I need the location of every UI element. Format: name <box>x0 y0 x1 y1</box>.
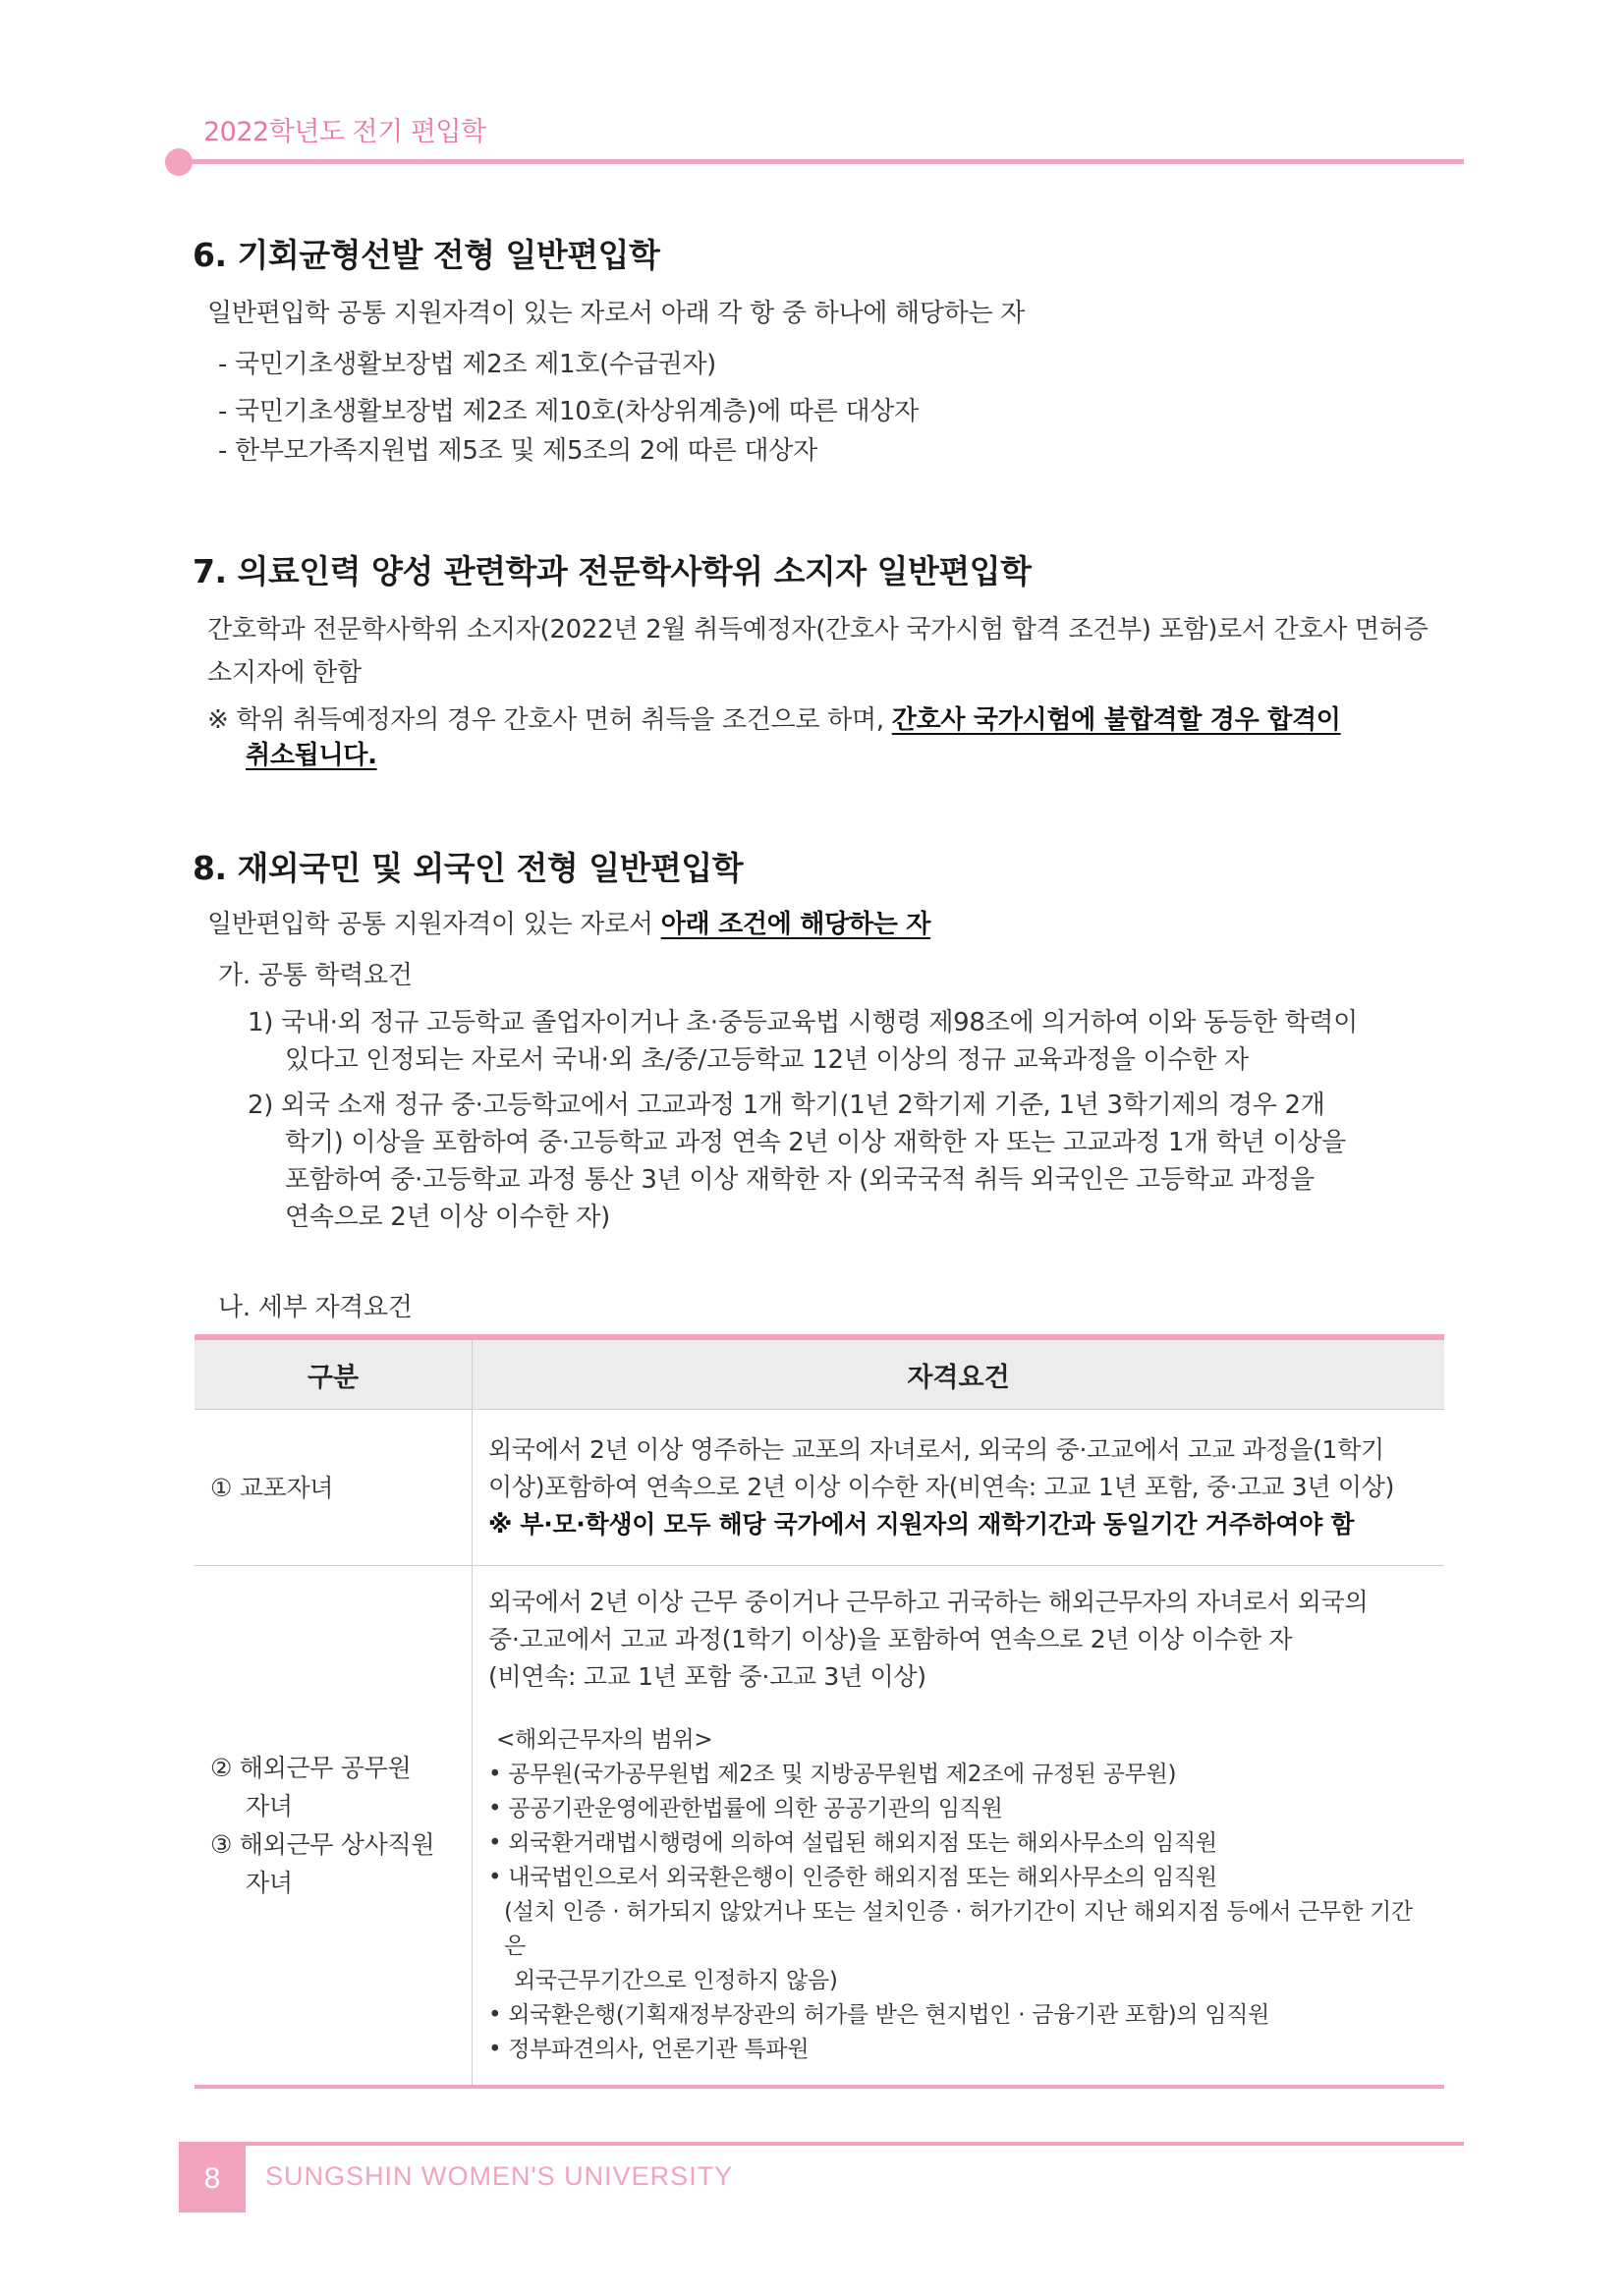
requirement-text: 이상)포함하여 연속으로 2년 이상 이수한 자(비연속: 고교 1년 포함, 중·고교 3년 이상) <box>488 1473 1395 1501</box>
range-title: <해외근무자의 범위> <box>496 1727 713 1753</box>
header-divider <box>179 159 1464 164</box>
row-requirement <box>473 1566 1445 2088</box>
header-title: 2022학년도 전기 편입학 <box>203 117 486 147</box>
range-bullet: • 내국법인으로서 외국환은행이 인증한 해외지점 또는 해외사무소의 임직원 <box>488 1865 1217 1890</box>
requirement-line: 연속으로 2년 이상 이수한 자) <box>285 1203 610 1232</box>
range-bullet: • 외국환거래법시행령에 의하여 설립된 해외지점 또는 해외사무소의 임직원 <box>488 1830 1217 1856</box>
section-7-note <box>207 700 1341 736</box>
spacer <box>488 1696 1432 1723</box>
header-bullet-dot <box>165 148 193 176</box>
requirement-note: ※ 부·모·학생이 모두 해당 국가에서 지원자의 재학기간과 동일기간 거주하여야 함 <box>488 1510 1355 1539</box>
section-6-item: - 한부모가족지원법 제5조 및 제5조의 2에 따른 대상자 <box>218 436 817 466</box>
range-bullet-note: (설치 인증 · 허가되지 않았거나 또는 설치인증 · 허가기간이 지난 해외지점 등에서 근무한 기간은 <box>504 1899 1413 1959</box>
footer-university: SUNGSHIN WOMEN'S UNIVERSITY <box>265 2161 734 2191</box>
row-label-line: ③ 해외근무 상사직원 <box>210 1830 435 1859</box>
table-row <box>195 1410 1444 1566</box>
range-bullet: • 외국환은행(기획재정부장관의 허가를 받은 현지법인 · 금융기관 포함)의 임직원 <box>488 2002 1270 2028</box>
section-6-item: - 국민기초생활보장법 제2조 제1호(수급권자) <box>218 350 717 379</box>
row-label-line: ② 해외근무 공무원 <box>210 1754 412 1782</box>
subsection-na: 나. 세부 자격요건 <box>218 1293 413 1322</box>
section-6-item: - 국민기초생활보장법 제2조 제10호(차상위계층)에 따른 대상자 <box>218 397 919 426</box>
section-7-note-emphasis: 간호사 국가시험에 불합격할 경우 합격이 <box>891 705 1341 735</box>
range-bullet: • 공무원(국가공무원법 제2조 및 지방공무원법 제2조에 규정된 공무원) <box>488 1762 1177 1787</box>
section-7-note-emphasis: 취소됩니다. <box>246 741 377 770</box>
requirement-line: 포함하여 중·고등학교 과정 통산 3년 이상 재학한 자 (외국국적 취득 외국인은 고등학교 과정을 <box>285 1165 1315 1195</box>
row-label: ① 교포자녀 <box>195 1410 473 1566</box>
section-8-intro-text: 일반편입학 공통 지원자격이 있는 자로서 <box>207 910 661 939</box>
subsection-ga: 가. 공통 학력요건 <box>218 961 413 990</box>
row-label-line: 자녀 <box>246 1792 293 1820</box>
requirement-text: 외국에서 2년 이상 근무 중이거나 근무하고 귀국하는 해외근무자의 자녀로서 외국의 <box>488 1588 1369 1616</box>
section-7-text: 소지자에 한함 <box>207 658 362 688</box>
requirement-text: 외국에서 2년 이상 영주하는 교포의 자녀로서, 외국의 중·고교에서 고교 과정을(1학기 <box>488 1435 1384 1464</box>
range-bullet: • 정부파견의사, 언론기관 특파원 <box>488 2037 810 2062</box>
row-label-line: 자녀 <box>246 1869 293 1897</box>
requirement-line: 있다고 인정되는 자로서 국내·외 초/중/고등학교 12년 이상의 정규 교육과정을 이수한 자 <box>285 1045 1249 1075</box>
table-row <box>195 1566 1444 2088</box>
requirement-line: 학기) 이상을 포함하여 중·고등학교 과정 연속 2년 이상 재학한 자 또는 고교과정 1개 학년 이상을 <box>285 1128 1346 1157</box>
requirement-line: 1) 국내·외 정규 고등학교 졸업자이거나 초·중등교육법 시행령 제98조에 의거하여 이와 동등한 학력이 <box>248 1008 1358 1037</box>
section-6-title: 6. 기회균형선발 전형 일반편입학 <box>193 236 660 274</box>
row-requirement <box>473 1410 1445 1566</box>
range-bullet: • 공공기관운영에관한법률에 의한 공공기관의 임직원 <box>488 1796 1003 1821</box>
section-8-intro-emphasis: 아래 조건에 해당하는 자 <box>660 910 931 939</box>
section-6-intro: 일반편입학 공통 지원자격이 있는 자로서 아래 각 항 중 하나에 해당하는 자 <box>207 299 1026 328</box>
table-header-row <box>195 1337 1444 1410</box>
section-7-title: 7. 의료인력 양성 관련학과 전문학사학위 소지자 일반편입학 <box>193 552 1032 590</box>
section-7-note-text: ※ 학위 취득예정자의 경우 간호사 면허 취득을 조건으로 하며, <box>207 705 892 735</box>
table-header-requirement: 자격요건 <box>473 1337 1445 1410</box>
requirement-text: 중·고교에서 고교 과정(1학기 이상)을 포함하여 연속으로 2년 이상 이수한 자 <box>488 1625 1293 1653</box>
footer-divider <box>179 2142 1464 2146</box>
section-7-text: 간호학과 전문학사학위 소지자(2022년 2월 취득예정자(간호사 국가시험 합격 조건부) 포함)로서 간호사 면허증 <box>207 615 1428 644</box>
requirements-table <box>195 1334 1444 2089</box>
page-number: 8 <box>179 2146 246 2212</box>
section-8-title: 8. 재외국민 및 외국인 전형 일반편입학 <box>193 849 744 887</box>
section-8-intro <box>207 904 930 940</box>
requirement-line: 2) 외국 소재 정규 중·고등학교에서 고교과정 1개 학기(1년 2학기제 기준, 1년 3학기제의 경우 2개 <box>248 1091 1325 1120</box>
table-header-category: 구분 <box>195 1337 473 1410</box>
requirement-text: (비연속: 고교 1년 포함 중·고교 3년 이상) <box>488 1662 926 1691</box>
row-label <box>195 1566 473 2088</box>
range-bullet-note: 외국근무기간으로 인정하지 않음) <box>514 1968 838 1993</box>
